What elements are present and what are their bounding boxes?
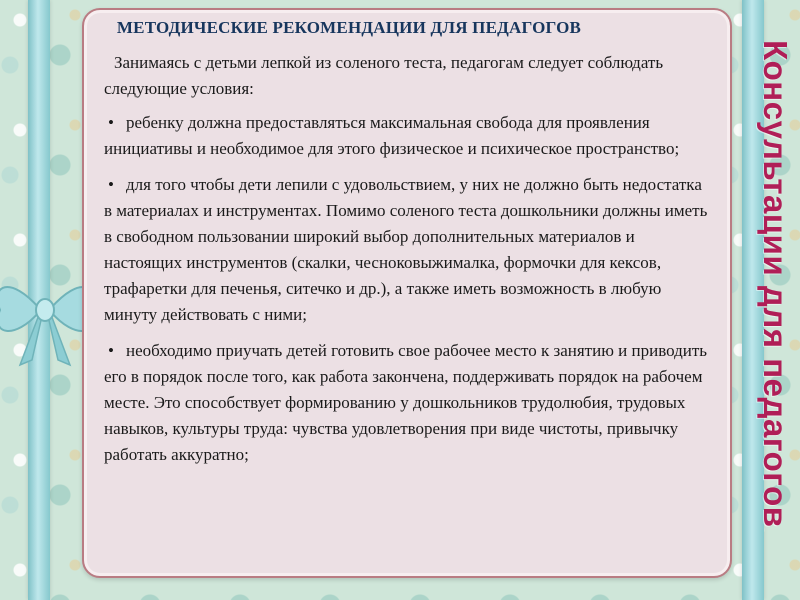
list-item [104,172,714,328]
bullet-icon: • [108,175,114,194]
list-item [104,338,714,468]
bullet-icon: • [108,113,114,132]
list-item [104,110,714,162]
list-item-text: необходимо приучать детей готовить свое рабочее место к занятию и приводить его в порядок после того, как работа закончена, поддерживать порядок на рабочем месте. Это способствует формированию у дошкольников трудолюбия, трудовых навыков, культуры труда: чувства удовлетворения при виде чистоты, привычку работать аккуратно; [104,341,708,464]
list-item-text: для того чтобы дети лепили с удовольствием, у них не должно быть недостатка в материалах и инструментах. Помимо соленого теста дошкольники должны иметь в свободном пользовании широкий выбор дополнительных материалов и настоящих инструментов (скалки, чесноковыжималка, формочки для кексов, трафаретки для печенья, ситечко и др.), а также иметь возможность в любую минуту действовать с ними; [104,175,708,324]
recommendations-card [82,8,732,578]
intro-paragraph: Занимаясь с детьми лепкой из соленого теста, педагогам следует соблюдать следующие условия: [104,53,664,98]
side-heading: Консультации для педагогов [757,40,794,528]
list-item-text: ребенку должна предоставляться максимальная свобода для проявления инициативы и необходимое для этого физическое и психическое пространство; [104,113,680,158]
bullet-icon: • [108,341,114,360]
card-title: МЕТОДИЧЕСКИЕ РЕКОМЕНДАЦИИ ДЛЯ ПЕДАГОГОВ [116,18,582,37]
